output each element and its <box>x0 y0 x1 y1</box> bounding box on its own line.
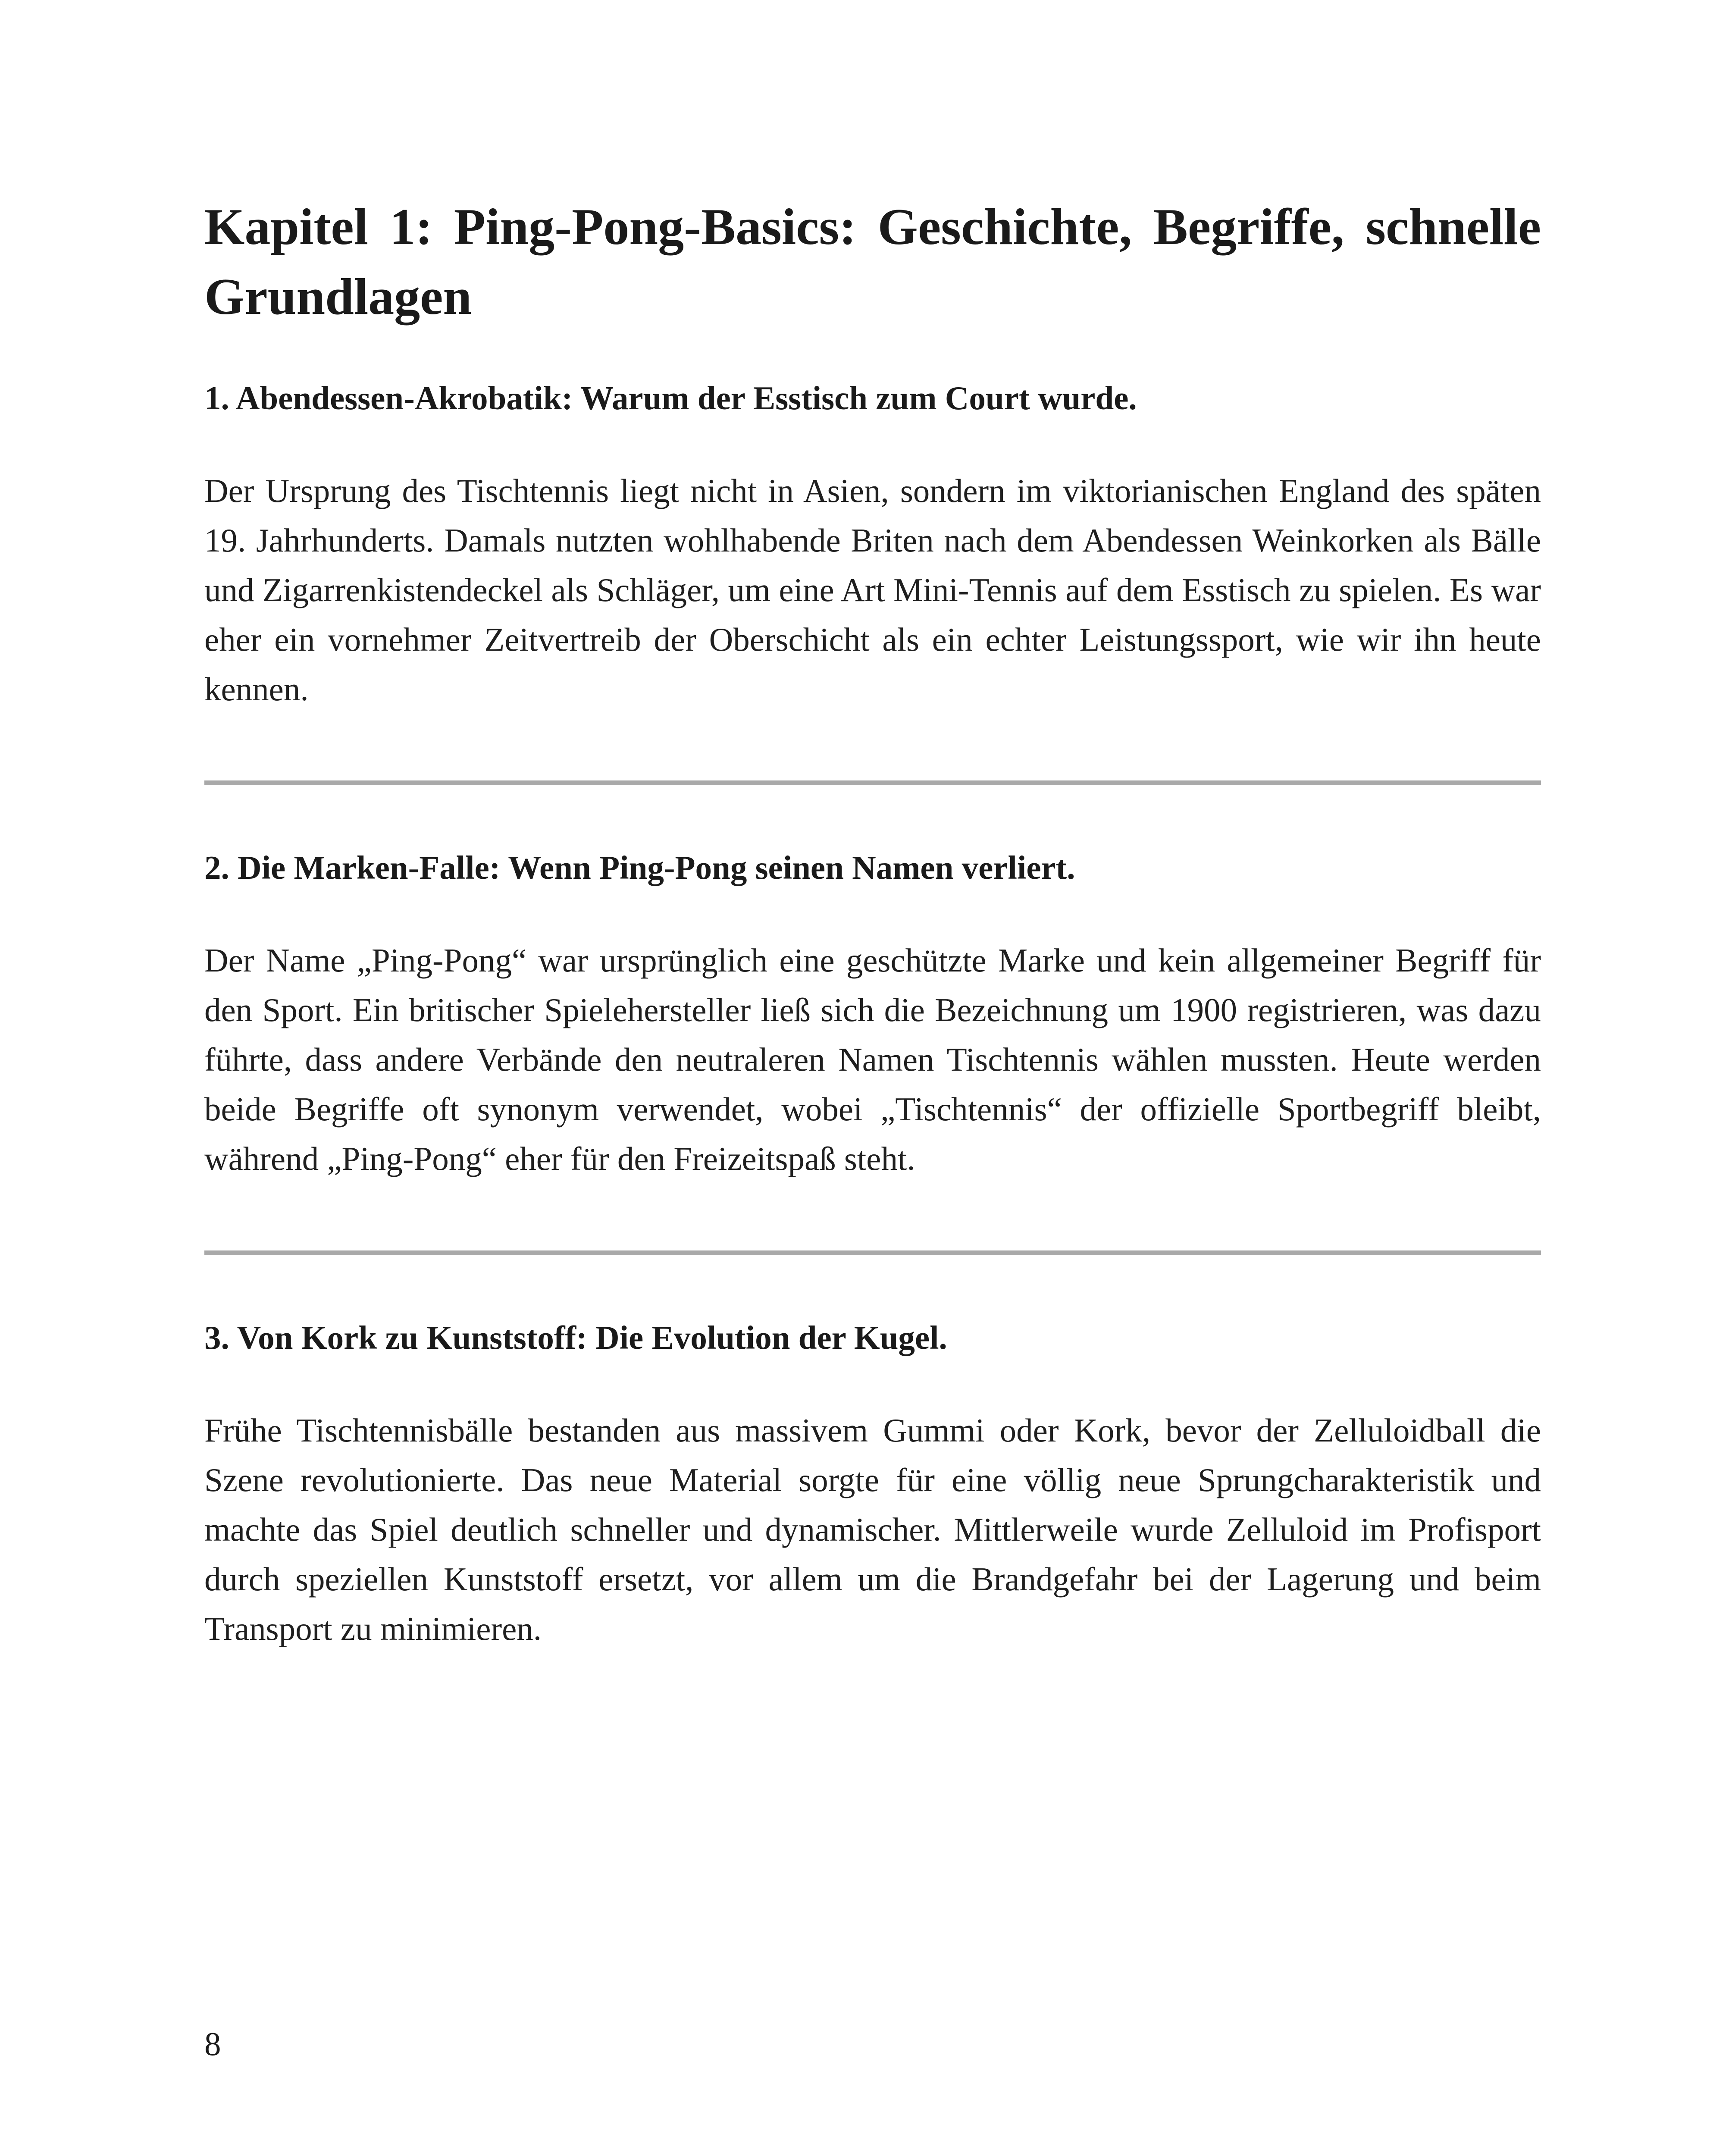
section-divider <box>204 780 1541 785</box>
page-number: 8 <box>204 2025 221 2062</box>
section-heading-2: 2. Die Marken-Falle: Wenn Ping-Pong seinen Namen verliert. <box>204 849 1075 886</box>
section-body-2: Der Name „Ping-Pong“ war ursprünglich eine geschützte Marke und kein allgemeiner Begriff für den Sport. Ein britischer Spielehersteller ließ sich die Bezeichnung um 1900 registrieren, was dazu führte, dass andere Verbände den neutraleren Namen Tischtennis wählen mussten. Heute werden beide Begriffe oft synonym verwendet, wobei „Tischtennis“ der offizielle Sportbegriff bleibt, während „Ping-Pong“ eher für den Freizeitspaß steht. <box>204 942 1541 1177</box>
chapter-title: Kapitel 1: Ping-Pong-Basics: Geschichte, Begriffe, schnelle Grundlagen <box>204 198 1541 325</box>
section-heading-1: 1. Abendessen-Akrobatik: Warum der Esstisch zum Court wurde. <box>204 379 1137 417</box>
section-divider <box>204 1250 1541 1255</box>
section-body-3: Frühe Tischtennisbälle bestanden aus massivem Gummi oder Kork, bevor der Zelluloidball die Szene revolutionierte. Das neue Material sorgte für eine völlig neue Sprungcharakteristik und machte das Spiel deutlich schneller und dynamischer. Mittlerweile wurde Zelluloid im Profisport durch speziellen Kunststoff ersetzt, vor allem um die Brandgefahr bei der Lagerung und beim Transport zu minimieren. <box>204 1412 1541 1647</box>
section-heading-3: 3. Von Kork zu Kunststoff: Die Evolution der Kugel. <box>204 1319 947 1356</box>
section-body-1: Der Ursprung des Tischtennis liegt nicht in Asien, sondern im viktorianischen England des späten 19. Jahrhunderts. Damals nutzten wohlhabende Briten nach dem Abendessen Weinkorken als Bälle und Zigarrenkistendeckel als Schläger, um eine Art Mini-Tennis auf dem Esstisch zu spielen. Es war eher ein vornehmer Zeitvertreib der Oberschicht als ein echter Leistungssport, wie wir ihn heute kennen. <box>204 472 1541 708</box>
